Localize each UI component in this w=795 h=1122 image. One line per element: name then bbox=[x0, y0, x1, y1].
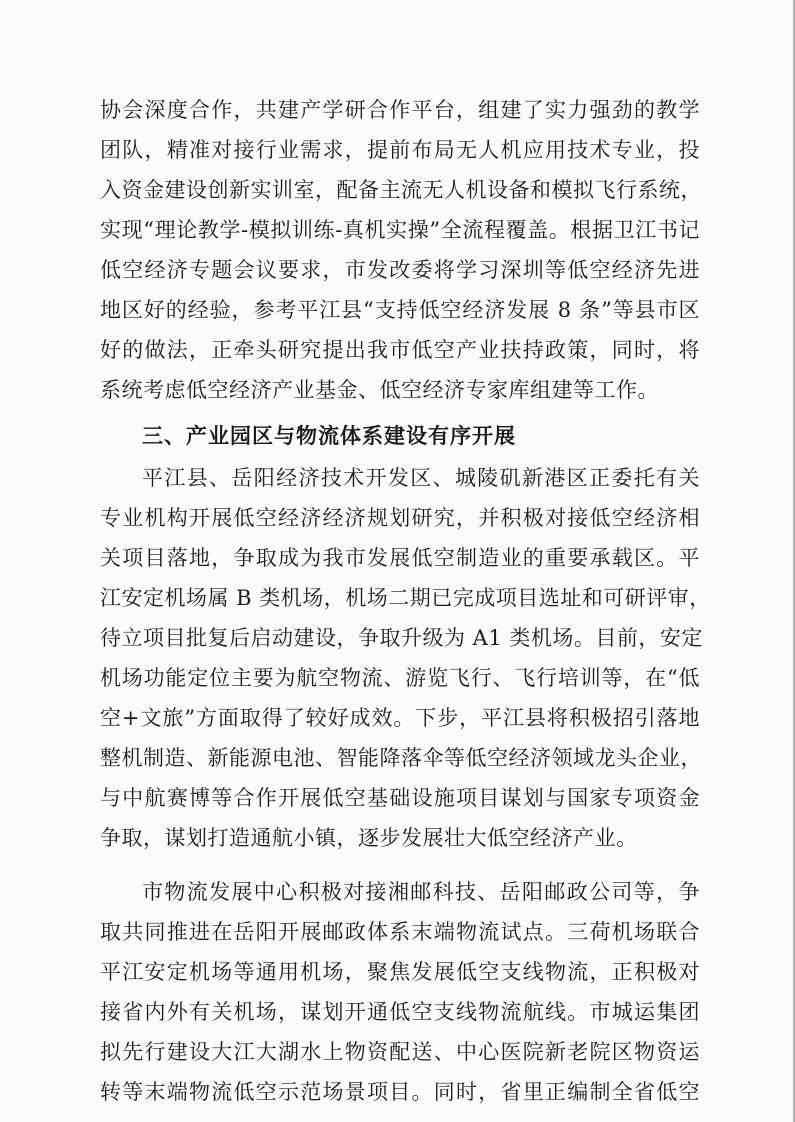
paragraph-1 bbox=[100, 90, 700, 410]
paragraph-spacer bbox=[100, 858, 700, 872]
text-line: 接省内外有关机场，谋划开通低空支线物流航线。市城运集团 bbox=[100, 1000, 700, 1024]
text-line: 转等末端物流低空示范场景项目。同时，省里正编制全省低空 bbox=[100, 1080, 700, 1104]
paragraph-3 bbox=[100, 872, 700, 1112]
text-line: 好的做法，正牵头研究提出我市低空产业扶持政策，同时，将 bbox=[100, 338, 700, 362]
text-line: 协会深度合作，共建产学研合作平台，组建了实力强劲的教学 bbox=[100, 98, 700, 122]
text-line: 取共同推进在岳阳开展邮政体系末端物流试点。三荷机场联合 bbox=[100, 920, 700, 944]
text-line: 关项目落地，争取成为我市发展低空制造业的重要承载区。平 bbox=[100, 546, 700, 570]
text-line: 市物流发展中心积极对接湘邮科技、岳阳邮政公司等，争 bbox=[142, 880, 700, 904]
text-line: 平江安定机场等通用机场，聚焦发展低空支线物流，正积极对 bbox=[100, 960, 700, 984]
text-line: 江安定机场属 B 类机场，机场二期已完成项目选址和可研评审， bbox=[100, 586, 711, 610]
text-line: 实现“理论教学-模拟训练-真机实操”全流程覆盖。根据卫江书记 bbox=[100, 218, 700, 242]
text-line: 空+文旅”方面取得了较好成效。下步，平江县将积极招引落地 bbox=[100, 706, 700, 730]
text-line: 拟先行建设大江大湖水上物资配送、中心医院新老院区物资运 bbox=[100, 1040, 700, 1064]
text-line: 机场功能定位主要为航空物流、游览飞行、飞行培训等，在“低 bbox=[100, 666, 700, 690]
paragraph-2 bbox=[100, 458, 711, 858]
text-line: 整机制造、新能源电池、智能降落伞等低空经济领域龙头企业， bbox=[100, 746, 702, 770]
text-line: 专业机构开展低空经济经济规划研究，并积极对接低空经济相 bbox=[100, 506, 700, 530]
section-heading: 三、产业园区与物流体系建设有序开展 bbox=[142, 424, 516, 448]
document-body bbox=[100, 90, 711, 1112]
text-line: 地区好的经验，参考平江县“支持低空经济发展 8 条”等县市区 bbox=[100, 298, 700, 322]
text-line: 团队，精准对接行业需求，提前布局无人机应用技术专业，投 bbox=[100, 138, 700, 162]
text-line: 争取，谋划打造通航小镇，逐步发展壮大低空经济产业。 bbox=[100, 826, 638, 850]
text-line: 系统考虑低空经济产业基金、低空经济专家库组建等工作。 bbox=[100, 378, 659, 402]
text-line: 平江县、岳阳经济技术开发区、城陵矶新港区正委托有关 bbox=[142, 466, 700, 490]
text-line: 入资金建设创新实训室，配备主流无人机设备和模拟飞行系统， bbox=[100, 178, 702, 202]
text-line: 待立项目批复后启动建设，争取升级为 A1 类机场。目前，安定 bbox=[100, 626, 703, 650]
text-line: 与中航赛博等合作开展低空基础设施项目谋划与国家专项资金 bbox=[100, 786, 700, 810]
text-line: 低空经济专题会议要求，市发改委将学习深圳等低空经济先进 bbox=[100, 258, 700, 282]
